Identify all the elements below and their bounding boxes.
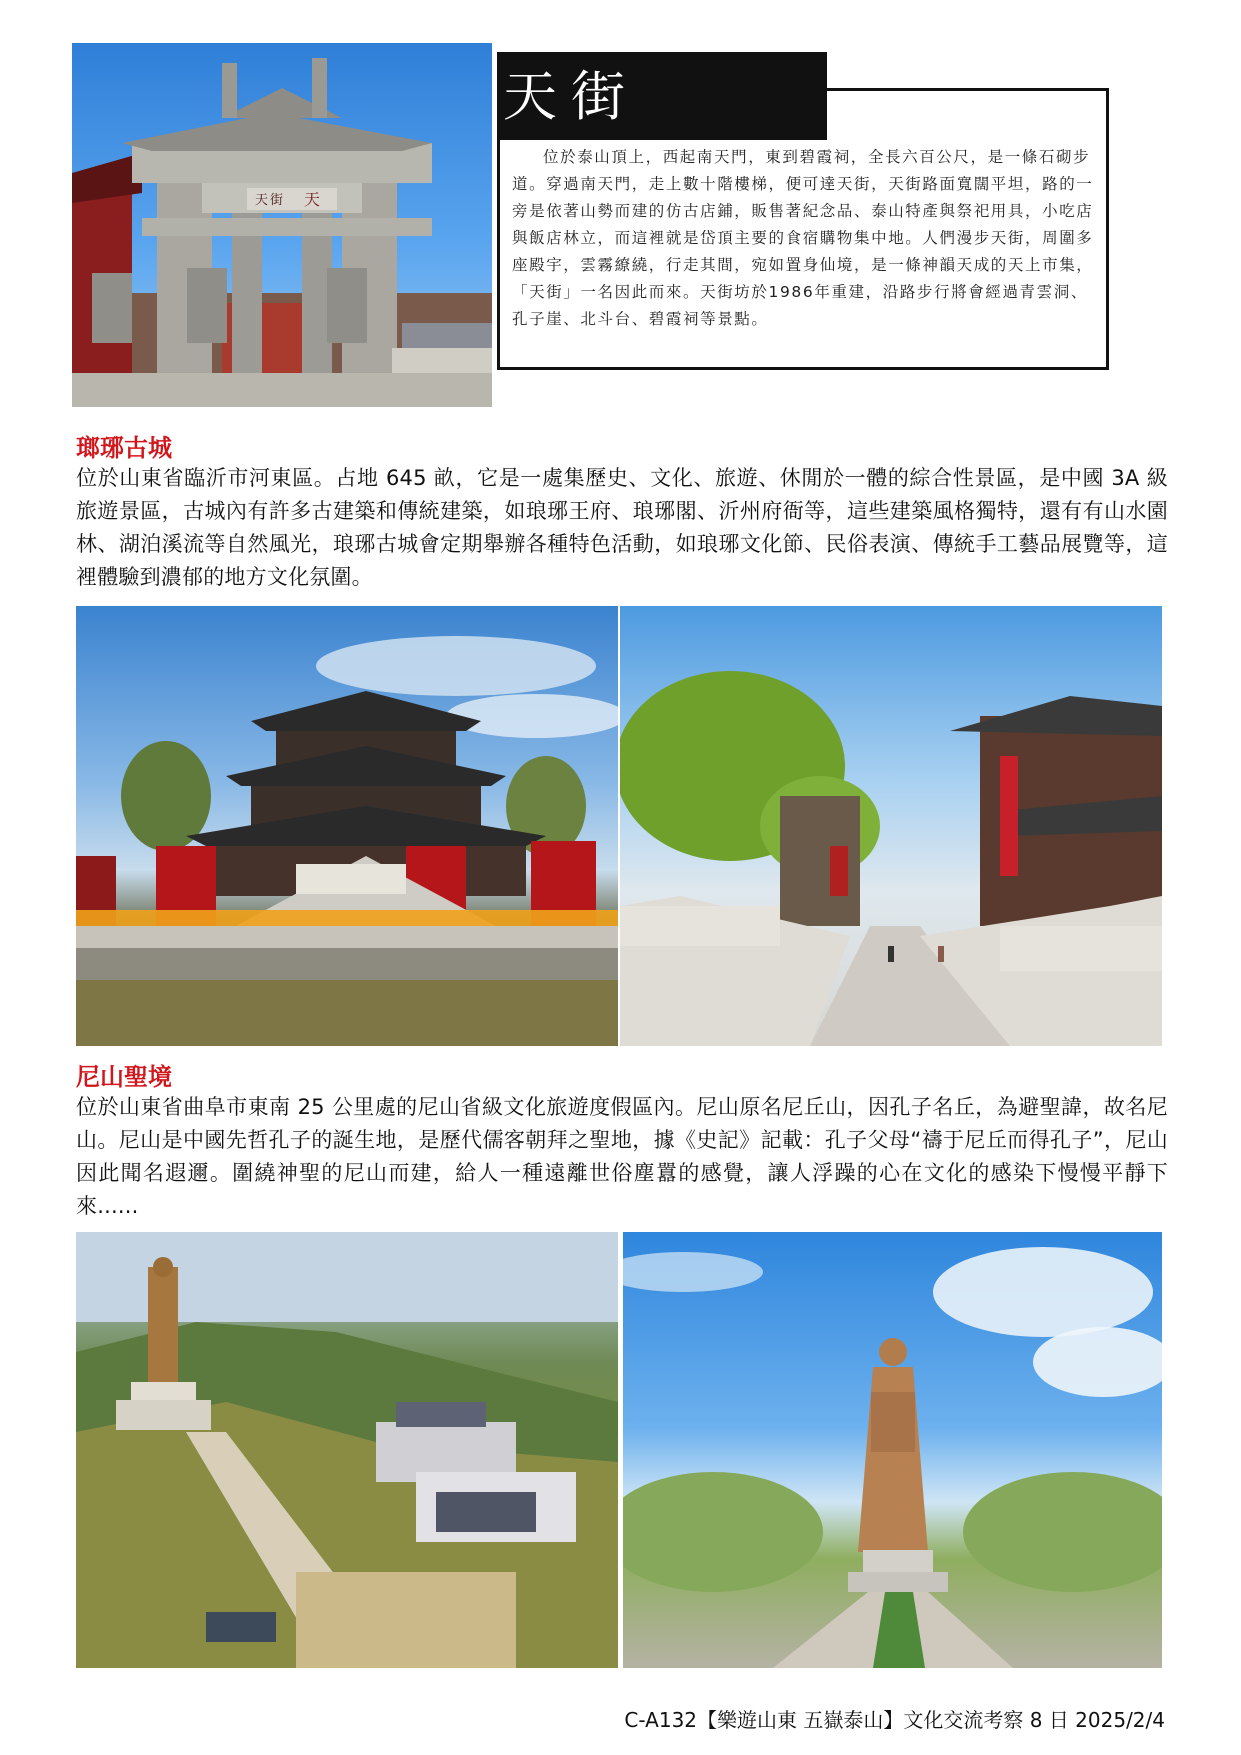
page-footer: C-A132【樂遊山東 五嶽泰山】文化交流考察 8 日 2025/2/4 (624, 1708, 1165, 1732)
tianjie-title: 天街 (503, 65, 639, 128)
gate-plaque-text-left: 天街 (255, 193, 286, 208)
langya-description: 位於山東省臨沂市河東區。占地 645 畝，它是一處集歷史、文化、旅遊、休閒於一體的綜合性景區，是中國 3A 級旅遊景區，古城內有許多古建築和傳統建築，如琅琊王府、琅琊閣、沂州府衙等，這些建築風格獨特，還有有山水園林、湖泊溪流等自然風光，琅琊古城會定期舉辦各種特色活動，如琅琊文化節、民俗表演、傳統手工藝品展覽等，這裡體驗到濃郁的地方文化氛圍。 (76, 466, 1168, 589)
langya-title: 瑯琊古城 (76, 434, 172, 462)
nishan-description: 位於山東省曲阜市東南 25 公里處的尼山省級文化旅遊度假區內。尼山原名尼丘山，因孔子名丘，為避聖諱，故名尼山。尼山是中國先哲孔子的誕生地，是歷代儒客朝拜之聖地，據《史記》記載：孔子父母“禱于尼丘而得孔子”，尼山因此聞名遐邇。圍繞神聖的尼山而建，給人一種遠離世俗塵囂的感覺，讓人浮躁的心在文化的感染下慢慢平靜下來...... (76, 1095, 1168, 1218)
tianjie-description: 位於泰山頂上，西起南天門，東到碧霞祠，全長六百公尺，是一條石砌步道。穿過南天門，走上數十階樓梯，便可達天街，天街路面寬闊平坦，路的一旁是依著山勢而建的仿古店鋪，販售著紀念品、泰山特產與祭祀用具，小吃店與飯店林立，而這裡就是岱頂主要的食宿購物集中地。人們漫步天街，周圍多座殿宇，雲霧繚繞，行走其間，宛如置身仙境，是一條神韻天成的天上市集，「天街」一名因此而來。天街坊於1986年重建，沿路步行將會經過青雲洞、孔子崖、北斗台、碧霞祠等景點。 (512, 148, 1094, 328)
nishan-title: 尼山聖境 (76, 1063, 172, 1091)
langya-street-photo (620, 606, 1162, 1046)
nishan-statue-photo (623, 1232, 1162, 1668)
gate-plaque-text-right: 天 (304, 190, 321, 209)
langya-palace-photo (76, 606, 618, 1046)
nishan-aerial-photo (76, 1232, 618, 1668)
tianjie-gate-photo (72, 43, 492, 407)
